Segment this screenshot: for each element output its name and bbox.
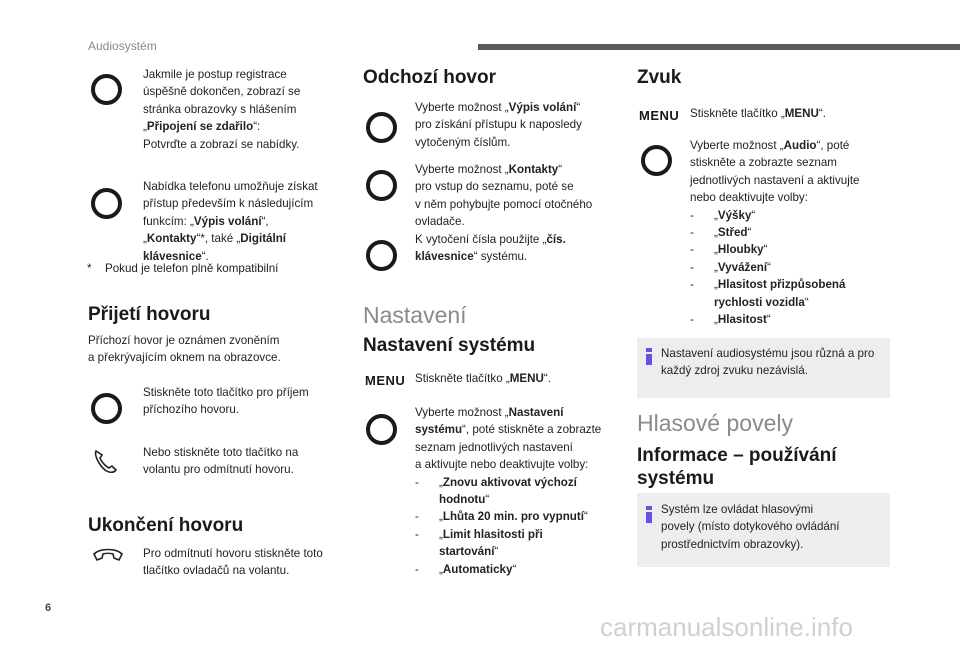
press-menu-text: Stiskněte tlačítko „MENU“. bbox=[690, 107, 826, 120]
voice-info-heading: Informace – používání systému bbox=[637, 445, 837, 489]
sound-heading: Zvuk bbox=[637, 67, 682, 88]
system-settings-heading: Nastavení systému bbox=[363, 335, 536, 356]
end-call-heading: Ukončení hovoru bbox=[88, 515, 244, 536]
list-item: - „Střed“ bbox=[690, 224, 860, 241]
rotary-knob-icon bbox=[91, 74, 122, 105]
rotary-knob-icon bbox=[366, 170, 397, 201]
audio-options-list bbox=[690, 207, 860, 329]
rotary-knob-icon bbox=[366, 414, 397, 445]
settings-section-heading: Nastavení bbox=[363, 302, 467, 328]
list-item: - „Výšky“ bbox=[690, 207, 860, 224]
phone-icon bbox=[91, 446, 121, 476]
incoming-call-heading: Přijetí hovoru bbox=[88, 304, 211, 325]
info-note: Nastavení audiosystému jsou různá a pro každý zdroj zvuku nezávislá. bbox=[637, 338, 890, 398]
contacts-text: Vyberte možnost „Kontakty“ pro vstup do seznamu, poté se v něm pohybujte pomocí otočného ovladače. bbox=[415, 163, 593, 229]
hang-up-phone-icon bbox=[91, 546, 125, 570]
system-options-list bbox=[415, 474, 601, 578]
info-icon bbox=[646, 506, 652, 523]
header-title: Audiosystém bbox=[88, 39, 157, 53]
rotary-knob-icon bbox=[91, 393, 122, 424]
incoming-call-intro: Příchozí hovor je oznámen zvoněním a překrývajícím oknem na obrazovce. bbox=[88, 334, 281, 365]
list-item: - „Hloubky“ bbox=[690, 241, 860, 258]
rotary-knob-icon bbox=[91, 188, 122, 219]
system-settings-text: Vyberte možnost „Nastavení systému“, poté stiskněte a zobrazte seznam jednotlivých nastavení a aktivujte nebo deaktivujte volby: - „Znovu aktivovat výchozí hodnotu“ - „Lhůta 20 min. pro vypnutí“ - „Limit hlasitosti při startování“ - „Automaticky“ bbox=[415, 404, 601, 578]
list-item: - „Limit hlasitosti při startování“ bbox=[415, 526, 601, 561]
footnote: * Pokud je telefon plně kompatibilní bbox=[87, 262, 279, 275]
end-call-text: Pro odmítnutí hovoru stiskněte toto tlačítko ovladačů na volantu. bbox=[143, 547, 323, 578]
keypad-text: K vytočení čísla použijte „čís. klávesnice“ systému. bbox=[415, 233, 566, 264]
accept-call-text: Stiskněte toto tlačítko pro příjem příchozího hovoru. bbox=[143, 386, 309, 417]
press-menu-text: Stiskněte tlačítko „MENU“. bbox=[415, 372, 551, 385]
rotary-knob-icon bbox=[641, 145, 672, 176]
menu-button-label: MENU bbox=[639, 108, 680, 123]
list-item: - „Hlasitost“ bbox=[690, 311, 860, 328]
rotary-knob-icon bbox=[366, 112, 397, 143]
info-note: Systém lze ovládat hlasovými povely (místo dotykového ovládání prostřednictvím obrazovky). bbox=[637, 493, 890, 567]
outgoing-call-heading: Odchozí hovor bbox=[363, 67, 496, 88]
info-icon bbox=[646, 348, 652, 365]
page-number: 6 bbox=[45, 602, 52, 614]
phone-menu-paragraph: Nabídka telefonu umožňuje získat přístup především k následujícím funkcím: „Výpis volání“, „Kontakty“*, také „Digitální klávesnice“. bbox=[143, 180, 318, 263]
menu-button-label: MENU bbox=[365, 373, 406, 388]
audio-settings-text: Vyberte možnost „Audio“, poté stiskněte a zobrazte seznam jednotlivých nastavení a aktivujte nebo deaktivujte volby: - „Výšky“ - „Střed“ - „Hloubky“ - „Vyvážení“ - „Hlasitost přizpůsobená rychlosti vozidla“ - „Hlasitost“ bbox=[690, 137, 860, 328]
list-item: - „Znovu aktivovat výchozí hodnotu“ bbox=[415, 474, 601, 509]
reject-call-text: Nebo stiskněte toto tlačítko na volantu pro odmítnutí hovoru. bbox=[143, 446, 299, 477]
list-item: - „Hlasitost přizpůsobená rychlosti vozidla“ bbox=[690, 276, 860, 311]
voice-section-heading: Hlasové povely bbox=[637, 410, 793, 436]
header-divider bbox=[478, 44, 960, 50]
list-item: - „Lhůta 20 min. pro vypnutí“ bbox=[415, 508, 601, 525]
call-log-text: Vyberte možnost „Výpis volání“ pro získání přístupu k naposledy vytočeným číslům. bbox=[415, 101, 582, 149]
registration-paragraph: Jakmile je postup registrace úspěšně dokončen, zobrazí se stránka obrazovky s hlášením „Připojení se zdařilo“: Potvrďte a zobrazí se nabídky. bbox=[143, 68, 301, 151]
list-item: - „Vyvážení“ bbox=[690, 259, 860, 276]
list-item: - „Automaticky“ bbox=[415, 561, 601, 578]
watermark: carmanualsonline.info bbox=[600, 612, 853, 642]
rotary-knob-icon bbox=[366, 240, 397, 271]
